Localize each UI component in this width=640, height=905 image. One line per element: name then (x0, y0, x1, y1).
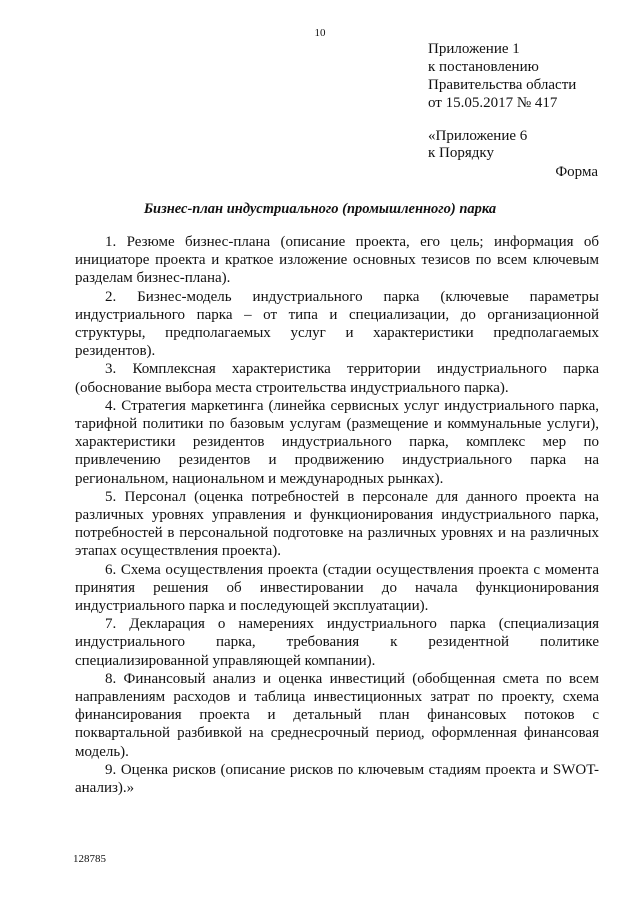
approval-block (428, 40, 576, 112)
list-item: 6. Схема осуществления проекта (стадии осуществления проекта с момента принятия решения об инвестировании до начала функционирования индустриального парка и последующей эксплуатации). (75, 561, 599, 615)
list-item: 1. Резюме бизнес-плана (описание проекта, его цель; информация об инициаторе проекта и краткое изложение основных тезисов по всем ключевым разделам бизнес-плана). (75, 234, 599, 287)
approval-line: к постановлению (428, 59, 539, 75)
list-item: 2. Бизнес-модель индустриального парка (ключевые параметры индустриального парка – от типа и специализации, до организационной структуры, предполагаемых услуг и характеристики предполагаемых резидентов). (75, 288, 599, 360)
list-item: 4. Стратегия маркетинга (линейка сервисных услуг индустриального парка, тарифной политики по базовым услугам (размещение и коммунальные услуги), характеристики резидентов индустриального парка, комплекс мер по привлечению резидентов и продвижению индустриального парка на региональном, национальном и международных рынках). (75, 397, 599, 487)
approval-line: Правительства области (428, 77, 577, 93)
appendix-line: «Приложение 6 (428, 128, 528, 144)
approval-line: от 15.05.2017 № 417 (428, 95, 558, 111)
list-item: 3. Комплексная характеристика территории индустриального парка (обоснование выбора места строительства индустриального парка). (75, 361, 599, 396)
approval-line: Приложение 1 (428, 41, 520, 57)
list-item: 7. Декларация о намерениях индустриального парка (специализация индустриального парка, требования к резидентной политике специализированной управляющей компании). (75, 616, 599, 669)
appendix-line: к Порядку (428, 145, 494, 161)
business-plan-items (75, 233, 599, 797)
reference-code: 128785 (73, 853, 106, 865)
page-number: 10 (314, 27, 326, 39)
appendix-block (428, 128, 527, 162)
list-item: 9. Оценка рисков (описание рисков по ключевым стадиям проекта и SWOT-анализ).» (75, 761, 599, 797)
form-label: Форма (555, 164, 598, 180)
list-item: 8. Финансовый анализ и оценка инвестиций (обобщенная смета по всем направлениям расходов и таблица инвестиционных затрат по проекту, схема финансирования проекта и детальный план финансовых потоков с поквартальной разбивкой на среднесрочный период, оформленная финансовая модель). (75, 670, 599, 760)
list-item: 5. Персонал (оценка потребностей в персонале для данного проекта на различных уровнях управления и функционирования индустриального парка, потребностей в персональной подготовке на различных уровнях и на различных этапах осуществления проекта). (75, 488, 599, 560)
document-title: Бизнес-план индустриального (промышленного) парка (143, 201, 497, 217)
